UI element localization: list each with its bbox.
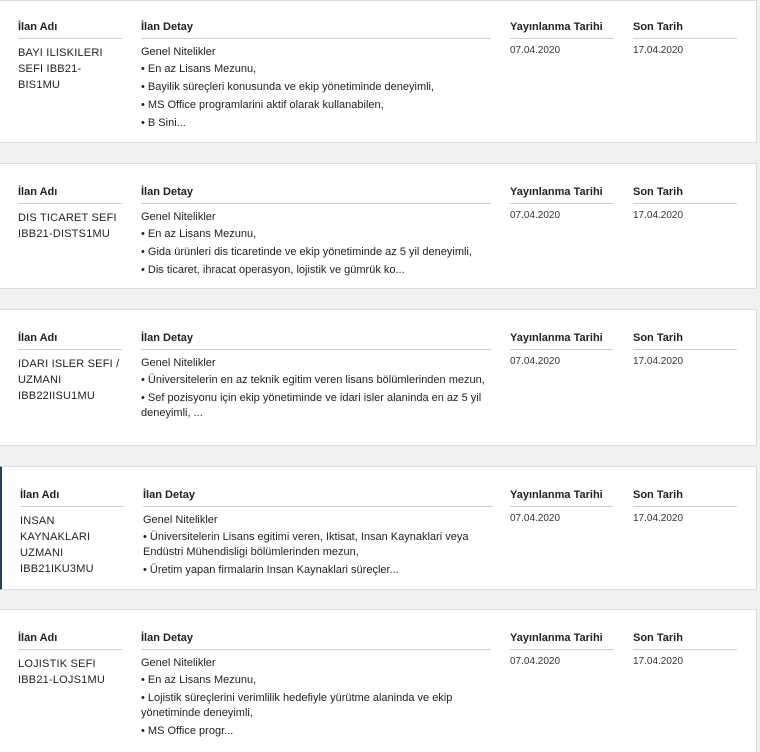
published-header: Yayınlanma Tarihi — [510, 21, 613, 39]
job-bullet: • Bayilik süreçleri konusunda ve ekip yönetiminde deneyimli, — [141, 81, 435, 93]
job-card-active[interactable] — [0, 466, 757, 590]
ilan-detay-header: İlan Detay — [141, 632, 491, 650]
deadline-header: Son Tarih — [633, 632, 737, 650]
job-bullet: • Gida ürünleri dis ticaretinde ve ekip yönetiminde az 5 yil deneyimli, — [141, 246, 472, 258]
job-bullet: • Üniversitelerin en az teknik egitim veren lisans bölümlerinden mezun, — [141, 374, 485, 386]
job-card[interactable] — [0, 609, 757, 752]
job-bullets — [141, 373, 491, 421]
published-date: 07.04.2020 — [510, 356, 561, 367]
job-title[interactable]: IDARI ISLER SEFI / UZMANI IBB22IISU1MU — [18, 358, 120, 402]
job-bullet: • MS Office programlarini aktif olarak kullanabilen, — [141, 99, 384, 111]
job-bullet: • B Sini... — [141, 117, 186, 129]
published-date: 07.04.2020 — [510, 656, 561, 667]
published-date: 07.04.2020 — [510, 513, 561, 524]
job-bullet: • Üretim yapan firmalarin Insan Kaynaklari süreçler... — [143, 564, 399, 576]
ilan-adi-header: İlan Adı — [18, 21, 122, 39]
job-bullet: • En az Lisans Mezunu, — [141, 228, 257, 240]
job-subtitle: Genel Nitelikler — [141, 657, 216, 669]
job-bullet: • Sef pozisyonu için ekip yönetiminde ve idari isler alaninda en az 5 yil deneyimli, ... — [141, 392, 482, 419]
job-subtitle: Genel Nitelikler — [141, 46, 216, 58]
job-bullets — [141, 673, 491, 739]
job-subtitle: Genel Nitelikler — [143, 514, 218, 526]
deadline-header: Son Tarih — [633, 489, 737, 507]
job-title[interactable]: DIS TICARET SEFI IBB21-DISTS1MU — [18, 212, 117, 240]
ilan-detay-header: İlan Detay — [141, 186, 491, 204]
deadline-header: Son Tarih — [633, 21, 737, 39]
job-bullet: • En az Lisans Mezunu, — [141, 674, 257, 686]
ilan-adi-header: İlan Adı — [18, 332, 122, 350]
job-bullet: • Dis ticaret, ihracat operasyon, lojistik ve gümrük ko... — [141, 264, 405, 276]
deadline-date: 17.04.2020 — [633, 656, 684, 667]
job-bullets — [141, 62, 491, 131]
deadline-date: 17.04.2020 — [633, 513, 684, 524]
deadline-header: Son Tarih — [633, 186, 737, 204]
deadline-header: Son Tarih — [633, 332, 737, 350]
ilan-detay-header: İlan Detay — [141, 332, 491, 350]
job-title[interactable]: LOJISTIK SEFI IBB21-LOJS1MU — [18, 658, 105, 686]
job-subtitle: Genel Nitelikler — [141, 211, 216, 223]
job-title[interactable]: BAYI ILISKILERI SEFI IBB21- BIS1MU — [18, 47, 103, 91]
job-bullet: • Üniversitelerin Lisans egitimi veren, Iktisat, Insan Kaynaklari veya Endüstri Mühendisligi bölümlerinden mezun, — [143, 531, 469, 558]
job-bullets — [143, 530, 493, 578]
job-bullet: • Lojistik süreçlerini verimlilik hedefiyle yürütme alaninda ve ekip yönetiminde deneyimli, — [141, 692, 453, 719]
job-subtitle: Genel Nitelikler — [141, 357, 216, 369]
job-title[interactable]: INSAN KAYNAKLARI UZMANI IBB21IKU3MU — [20, 515, 94, 575]
deadline-date: 17.04.2020 — [633, 45, 684, 56]
published-header: Yayınlanma Tarihi — [510, 489, 613, 507]
job-bullets — [141, 227, 491, 278]
job-bullet: • MS Office progr... — [141, 725, 234, 737]
ilan-detay-header: İlan Detay — [141, 21, 491, 39]
job-card[interactable] — [0, 163, 757, 289]
published-header: Yayınlanma Tarihi — [510, 632, 613, 650]
published-date: 07.04.2020 — [510, 45, 561, 56]
job-card[interactable] — [0, 0, 757, 143]
published-date: 07.04.2020 — [510, 210, 561, 221]
ilan-adi-header: İlan Adı — [18, 632, 122, 650]
job-bullet: • En az Lisans Mezunu, — [141, 63, 257, 75]
ilan-adi-header: İlan Adı — [18, 186, 122, 204]
deadline-date: 17.04.2020 — [633, 356, 684, 367]
ilan-adi-header: İlan Adı — [20, 489, 124, 507]
published-header: Yayınlanma Tarihi — [510, 186, 613, 204]
published-header: Yayınlanma Tarihi — [510, 332, 613, 350]
ilan-detay-header: İlan Detay — [143, 489, 493, 507]
job-card[interactable] — [0, 309, 757, 446]
deadline-date: 17.04.2020 — [633, 210, 684, 221]
